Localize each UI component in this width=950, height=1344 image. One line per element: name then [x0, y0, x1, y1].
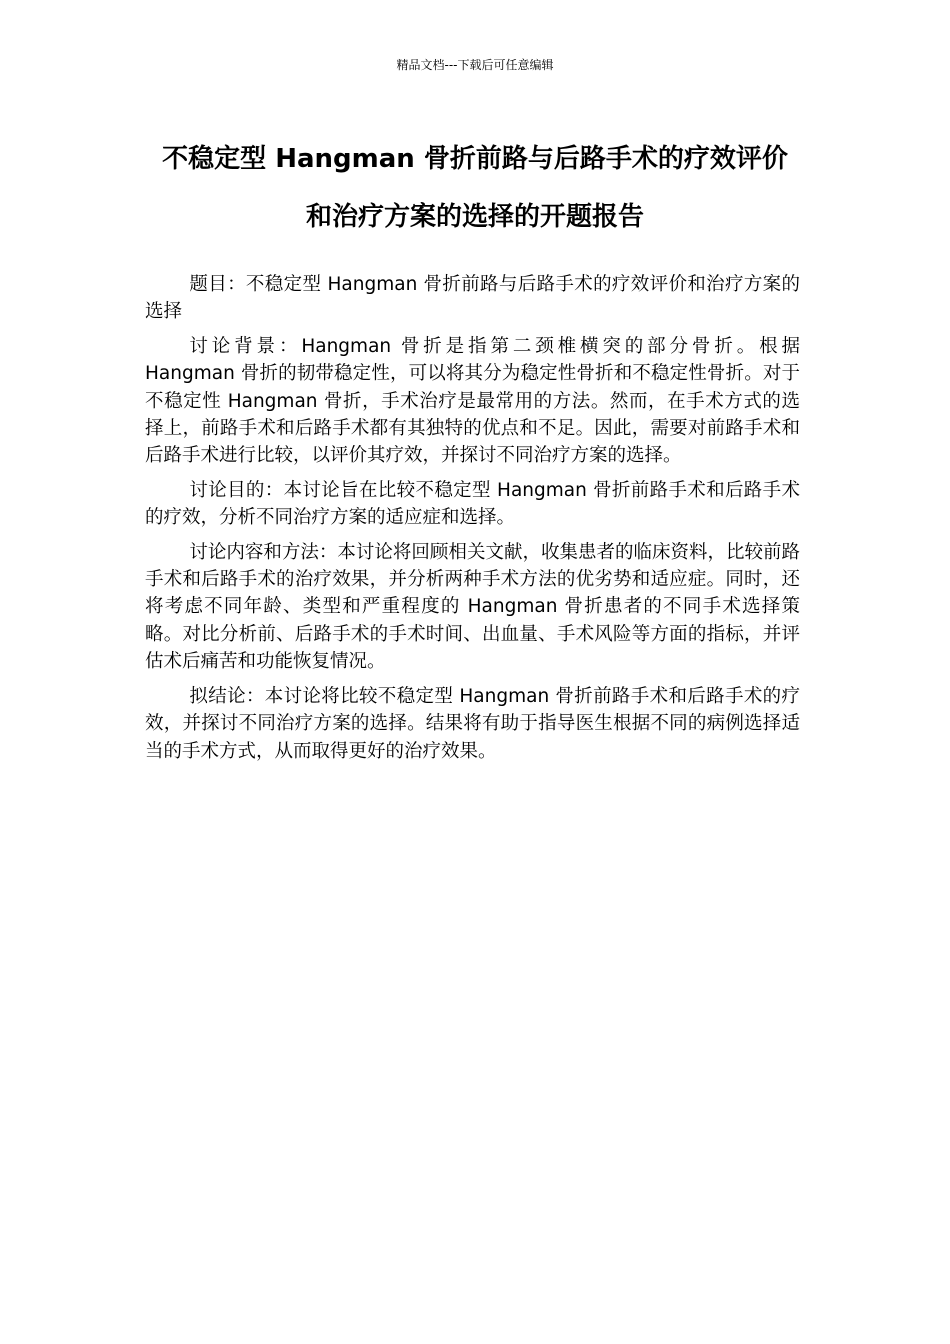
- paragraph-methods: [145, 539, 800, 676]
- paragraph-text: 不稳定型 Hangman 骨折前路与后路手术的疗效评价和治疗方案的选择: [145, 274, 800, 323]
- paragraph-label: 题目：: [189, 274, 246, 295]
- paragraph-text: 本讨论将回顾相关文献，收集患者的临床资料，比较前路手术和后路手术的治疗效果，并分析两种手术方法的优劣势和适应症。同时，还将考虑不同年龄、类型和严重程度的 Hangman 骨折患者的不同手术选择策略。对比分析前、后路手术的手术时间、出血量、手术风险等方面的指标，并评估术后痛苦和功能恢复情况。: [145, 541, 800, 673]
- title-line-2: 和治疗方案的选择的开题报告: [305, 202, 644, 232]
- paragraph-purpose: [145, 477, 800, 532]
- paragraph-label: 拟结论：: [189, 685, 265, 707]
- paragraph-topic: [145, 271, 800, 326]
- paragraph-label: 讨论目的：: [189, 479, 284, 501]
- paragraph-conclusion: [145, 683, 800, 765]
- paragraph-label: 讨论背景：: [189, 335, 302, 357]
- paragraph-label: 讨论内容和方法：: [189, 541, 338, 563]
- document-body: [145, 271, 800, 772]
- paragraph-text: 本讨论旨在比较不稳定型 Hangman 骨折前路手术和后路手术的疗效，分析不同治疗方案的适应症和选择。: [145, 479, 800, 529]
- document-title: [120, 130, 830, 246]
- title-line-1: 不稳定型 Hangman 骨折前路与后路手术的疗效评价: [162, 144, 788, 174]
- paragraph-text: Hangman 骨折是指第二颈椎横突的部分骨折。根据 Hangman 骨折的韧带稳定性，可以将其分为稳定性骨折和不稳定性骨折。对于不稳定性 Hangman 骨折，手术治疗是最常用的方法。然而，在手术方式的选择上，前路手术和后路手术都有其独特的优点和不足。因此，需要对前路手术和后路手术进行比较，以评价其疗效，并探讨不同治疗方案的选择。: [145, 335, 800, 467]
- header-note: 精品文档---下载后可任意编辑: [396, 58, 554, 72]
- paragraph-background: [145, 333, 800, 470]
- paragraph-text: 本讨论将比较不稳定型 Hangman 骨折前路手术和后路手术的疗效，并探讨不同治疗方案的选择。结果将有助于指导医生根据不同的病例选择适当的手术方式，从而取得更好的治疗效果。: [145, 685, 800, 762]
